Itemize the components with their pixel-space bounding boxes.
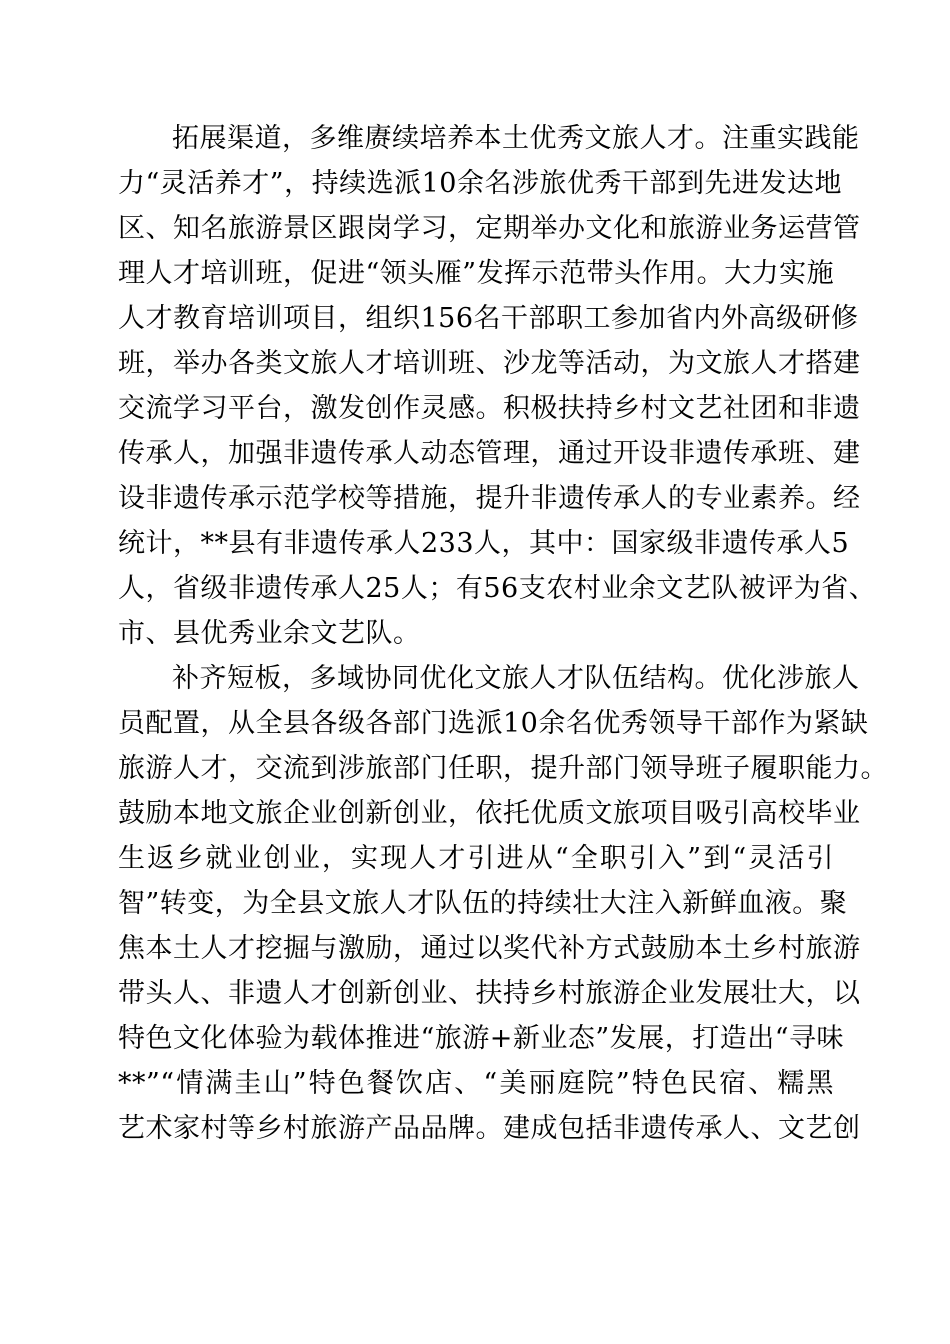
text-line: 统计，**县有非遗传承人233人，其中：国家级非遗传承人5 (118, 528, 850, 559)
text-line: 鼓励本地文旅企业创新创业，依托优质文旅项目吸引高校毕业 (118, 798, 861, 829)
text-line: 拓展渠道，多维赓续培养本土优秀文旅人才。注重实践能 (172, 123, 860, 154)
text-line: 带头人、非遗人才创新创业、扶持乡村旅游企业发展壮大，以 (118, 978, 861, 1009)
text-line: 传承人，加强非遗传承人动态管理，通过开设非遗传承班、建 (118, 438, 861, 469)
text-line: 员配置，从全县各级各部门选派10余名优秀领导干部作为紧缺 (118, 708, 869, 739)
text-line: 生返乡就业创业，实现人才引进从“全职引入”到“灵活引 (118, 843, 834, 874)
document-body (118, 116, 888, 1151)
text-line: 交流学习平台，激发创作灵感。积极扶持乡村文艺社团和非遗 (118, 393, 861, 424)
text-line: 旅游人才，交流到涉旅部门任职，提升部门领导班子履职能力。 (118, 753, 888, 784)
text-line: 补齐短板，多域协同优化文旅人才队伍结构。优化涉旅人 (172, 663, 860, 694)
text-line: 艺术家村等乡村旅游产品品牌。建成包括非遗传承人、文艺创 (118, 1113, 861, 1144)
text-line: 焦本土人才挖掘与激励，通过以奖代补方式鼓励本土乡村旅游 (118, 933, 861, 964)
text-line: 市、县优秀业余文艺队。 (118, 618, 421, 649)
text-line: 人，省级非遗传承人25人；有56支农村业余文艺队被评为省、 (118, 573, 877, 604)
text-line: 班，举办各类文旅人才培训班、沙龙等活动，为文旅人才搭建 (118, 348, 861, 379)
paragraph-team-structure (118, 656, 888, 1151)
text-line: 设非遗传承示范学校等措施，提升非遗传承人的专业素养。经 (118, 483, 861, 514)
text-line: 特色文化体验为载体推进“旅游+新业态”发展，打造出“寻味 (118, 1023, 845, 1054)
text-line: 理人才培训班，促进“领头雁”发挥示范带头作用。大力实施 (118, 258, 835, 289)
text-line: 力“灵活养才”，持续选派10余名涉旅优秀干部到先进发达地 (118, 168, 842, 199)
text-line: **”“情满圭山”特色餐饮店、“美丽庭院”特色民宿、糯黑 (118, 1068, 834, 1099)
text-line: 人才教育培训项目，组织156名干部职工参加省内外高级研修 (118, 303, 859, 334)
text-line: 智”转变，为全县文旅人才队伍的持续壮大注入新鲜血液。聚 (118, 888, 848, 919)
paragraph-talent-cultivation (118, 116, 877, 656)
text-line: 区、知名旅游景区跟岗学习，定期举办文化和旅游业务运营管 (118, 213, 861, 244)
